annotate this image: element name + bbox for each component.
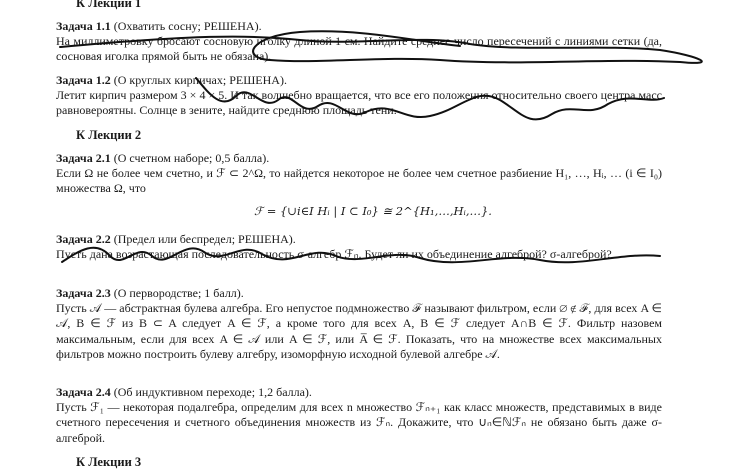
task-2-2 [56,232,662,262]
task-title: (Предел или беспредел; РЕШЕНА). [113,232,296,246]
task-1-1 [56,19,662,65]
task-2-3 [56,286,662,362]
task-title: (О счетном наборе; 0,5 балла). [113,151,270,165]
task-1-2 [56,73,662,119]
task-title: (Охватить сосну; РЕШЕНА). [113,19,262,33]
task-number: Задача 1.1 [56,19,111,33]
task-number: Задача 2.3 [56,286,111,300]
task-title: (О круглых кирпичах; РЕШЕНА). [113,73,287,87]
task-2-1 [56,151,662,197]
task-number: Задача 1.2 [56,73,111,87]
task-number: Задача 2.2 [56,232,111,246]
task-title: (Об индуктивном переходе; 1,2 балла). [113,385,312,399]
section-heading-lecture-1: К Лекции 1 [76,0,142,10]
task-text: Пусть ℱ₁ — некоторая подалгебра, определим для всех n множество ℱₙ₊₁ как класс множеств, представимых в виде счетного пересечения и счетного объединения множеств из ℱₙ. Докажите, что ∪ₙ∈ℕℱₙ не обязано быть даже σ-алгеброй. [56,400,662,445]
task-text: Пусть дана возрастающая последовательность σ-алгебр ℱₙ. Будет ли их объединение алгеброй? σ-алгеброй? [56,247,612,262]
section-heading-lecture-3: К Лекции 3 [76,455,142,469]
task-title: (О первородстве; 1 балл). [113,286,244,300]
task-text: Пусть 𝒜 — абстрактная булева алгебра. Его непустое подмножество ℱ называют фильтром, если ∅ ∉ ℱ, для всех A ∈ 𝒜, B ∈ ℱ из B ⊂ A следует A ∈ ℱ, а кроме того для всех A, B ∈ ℱ следует A∩B ∈ ℱ. Фильтр назовем максимальным, если для всех A ∈ 𝒜 или A ∈ ℱ, или A̅ ∈ ℱ. Показать, что на множестве всех максимальных фильтров можно построить булеву алгебру, изоморфную исходной булевой алгебре 𝒜. [56,301,662,361]
task-text: На миллиметровку бросают сосновую иголку длиной 1 см. Найдите среднее число пересечений с линиями сетки (да, сосновая иголка прямой быть не обязана). [56,34,662,64]
task-2-4 [56,385,662,446]
task-text: Летит кирпич размером 3 × 4 × 5. И так волшебно вращается, что все его положения относительно своего центра масс равновероятны. Солнце в зените, найдите среднюю площадь тени. [56,88,662,118]
task-text: Если Ω не более чем счетно, и ℱ ⊂ 2^Ω, то найдется некоторое не более чем счетное разбиение H₁, …, Hᵢ, … (i ∈ I₀) множества Ω, что [56,166,662,196]
task-number: Задача 2.4 [56,385,111,399]
task-number: Задача 2.1 [56,151,111,165]
display-formula: ℱ = {∪i∈I Hᵢ | I ⊂ I₀} ≅ 2^{H₁,…,Hᵢ,…}. [254,204,492,218]
section-heading-lecture-2: К Лекции 2 [76,128,142,142]
